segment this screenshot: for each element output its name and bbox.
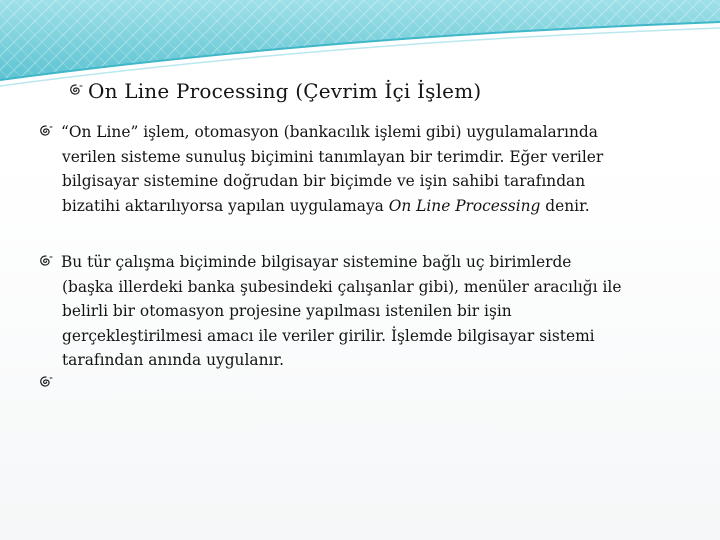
- emphasized-term: On Line Processing: [388, 196, 541, 215]
- paragraph-1: [38, 120, 698, 218]
- paragraph-line: gerçekleştirilmesi amacı ile veriler girilir. İşlemde bilgisayar sistemi: [62, 326, 595, 345]
- paragraph-line: belirli bir otomasyon projesine yapılması istenilen bir işin: [62, 302, 512, 320]
- paragraph-line: bilgisayar sistemine doğrudan bir biçimde ve işin sahibi tarafından: [62, 172, 586, 190]
- swirl-bullet-icon: [68, 83, 84, 99]
- paragraph-text: bizatihi aktarılıyorsa yapılan uygulamaya: [62, 196, 389, 215]
- paragraph-line: tarafından anında uygulanır.: [62, 351, 284, 369]
- paragraph-text: denir.: [540, 196, 590, 215]
- page-title: On Line Processing (Çevrim İçi İşlem): [88, 79, 482, 103]
- paragraph-2: [38, 250, 698, 373]
- paragraph-line: verilen sisteme sunuluş biçimini tanımlayan bir terimdir. Eğer veriler: [62, 147, 604, 166]
- paragraph-line: “On Line” işlem, otomasyon (bankacılık işlemi gibi) uygulamalarında: [61, 123, 598, 141]
- slide-title: [68, 77, 688, 105]
- swirl-bullet-icon: [38, 254, 54, 270]
- swirl-bullet-icon: [38, 124, 54, 140]
- paragraph-line: Bu tür çalışma biçiminde bilgisayar sistemine bağlı uç birimlerde: [61, 253, 572, 271]
- paragraph-line: (başka illerdeki banka şubesindeki çalışanlar gibi), menüler aracılığı ile: [62, 277, 622, 296]
- paragraph-line: [38, 194, 698, 219]
- empty-bullet: [38, 375, 698, 391]
- swirl-bullet-icon: [38, 375, 54, 391]
